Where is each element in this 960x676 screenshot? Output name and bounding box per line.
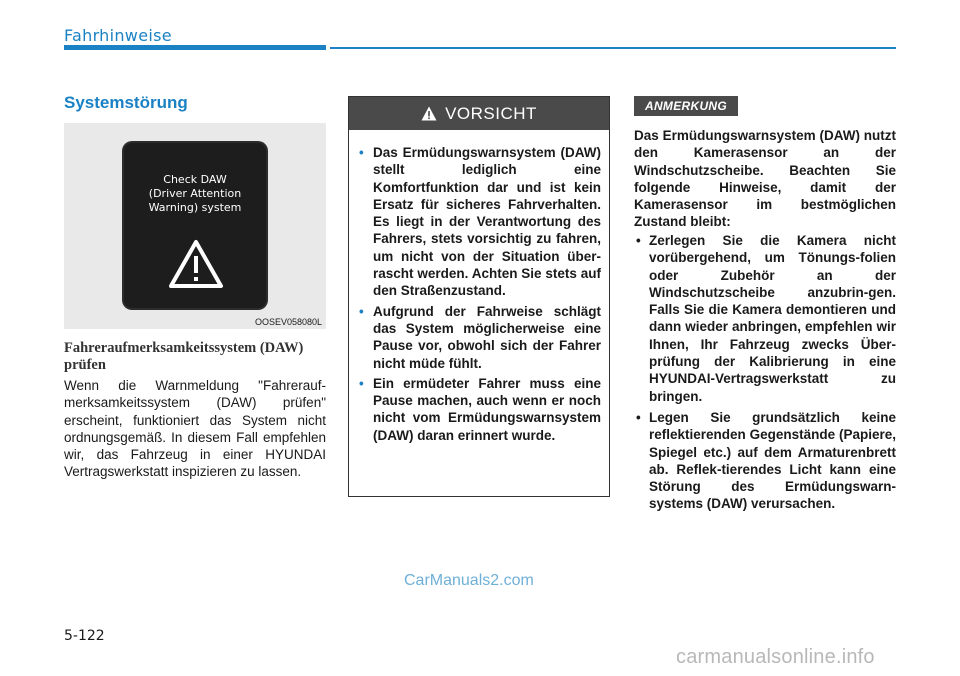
page-header-title: Fahrhinweise bbox=[64, 26, 172, 45]
note-tag: ANMERKUNG bbox=[634, 96, 738, 116]
warning-triangle-icon bbox=[421, 106, 437, 121]
list-item bbox=[636, 232, 896, 405]
caution-header bbox=[349, 97, 609, 130]
subsection-heading: Fahreraufmerksamkeitssystem (DAW) prüfen bbox=[64, 340, 304, 373]
list-item-text: Zerlegen Sie die Kamera nicht vorübergehend, um Tönungs-folien oder Zubehör an der Windschutzscheibe anzubrin-gen. Falls Sie die Kamera demontieren und dann wieder anbringen, empfehlen wir Ihnen, Ihr Fahrzeug zwecks Über-prüfung der Kalibrierung in eine HYUNDAI-Vertragswerkstatt zu bringen. bbox=[649, 233, 896, 404]
screen-line: Warning) system bbox=[148, 201, 242, 214]
screen-line: Check DAW bbox=[163, 173, 227, 186]
bullet-icon: • bbox=[359, 303, 364, 319]
caution-box bbox=[348, 96, 610, 497]
bullet-icon: • bbox=[359, 145, 364, 160]
list-item bbox=[636, 409, 896, 513]
watermark-link[interactable]: CarManuals2.com bbox=[404, 572, 534, 589]
section-heading: Systemstörung bbox=[64, 93, 188, 112]
bullet-icon: • bbox=[359, 375, 364, 391]
header-rule-thin bbox=[330, 47, 896, 49]
bullet-icon: • bbox=[636, 233, 641, 248]
figure-cluster-display bbox=[64, 123, 326, 329]
list-item-text: Legen Sie grundsätzlich keine reflektierenden Gegenstände (Papiere, Spiegel etc.) auf dem Armaturenbrett ab. Reflek-tierendes Licht kann eine Störung des Ermüdungswarn-systems (DAW) verursachen. bbox=[649, 409, 896, 512]
subsection-body: Wenn die Warnmeldung "Fahrerauf-merksamkeitssystem (DAW) prüfen" erscheint, funktioniert das System nicht ordnungsgemäß. In diesem Fall empfehlen wir, das Fahrzeug in einer HYUNDAI Vertragswerkstatt inspizieren zu lassen. bbox=[64, 378, 326, 480]
list-item bbox=[359, 303, 601, 372]
list-item-text: Das Ermüdungswarnsystem (DAW) stellt lediglich eine Komfortfunktion dar und ist kein Ersatz für sicheres Fahrverhalten. Es liegt in der Verantwortung des Fahrers, stets vorsichtig zu fahren, um nicht von der Situation über-rascht werden. Achten Sie stets auf den Straßenzustand. bbox=[373, 145, 601, 299]
bullet-icon: • bbox=[636, 409, 641, 425]
screen-line: (Driver Attention bbox=[148, 187, 242, 200]
caution-title: VORSICHT bbox=[445, 103, 537, 123]
note-list bbox=[634, 232, 896, 517]
page-number: 5-122 bbox=[64, 628, 105, 644]
figure-code: OOSEV058080L bbox=[254, 317, 322, 327]
list-item-text: Ein ermüdeter Fahrer muss eine Pause machen, auch wenn er noch nicht vom Ermüdungswarnsystem (DAW) daran erinnert wurde. bbox=[373, 375, 601, 443]
cluster-screen bbox=[124, 143, 266, 308]
list-item bbox=[359, 144, 601, 300]
warning-triangle-icon bbox=[168, 238, 224, 290]
header-rule-thick bbox=[64, 45, 326, 50]
caution-list bbox=[349, 130, 609, 444]
screen-message bbox=[124, 173, 266, 215]
note-intro: Das Ermüdungswarnsystem (DAW) nutzt den Kamerasensor an der Windschutzscheibe. Beachten Sie folgende Hinweise, damit der Kamerasensor im bestmöglichen Zustand bleibt: bbox=[634, 128, 896, 230]
footer-brand-link[interactable]: carmanualsonline.info bbox=[676, 646, 875, 668]
list-item-text: Aufgrund der Fahrweise schlägt das System möglicherweise eine Pause vor, obwohl sich der Fahrer nicht müde fühlt. bbox=[373, 303, 601, 371]
list-item bbox=[359, 375, 601, 444]
